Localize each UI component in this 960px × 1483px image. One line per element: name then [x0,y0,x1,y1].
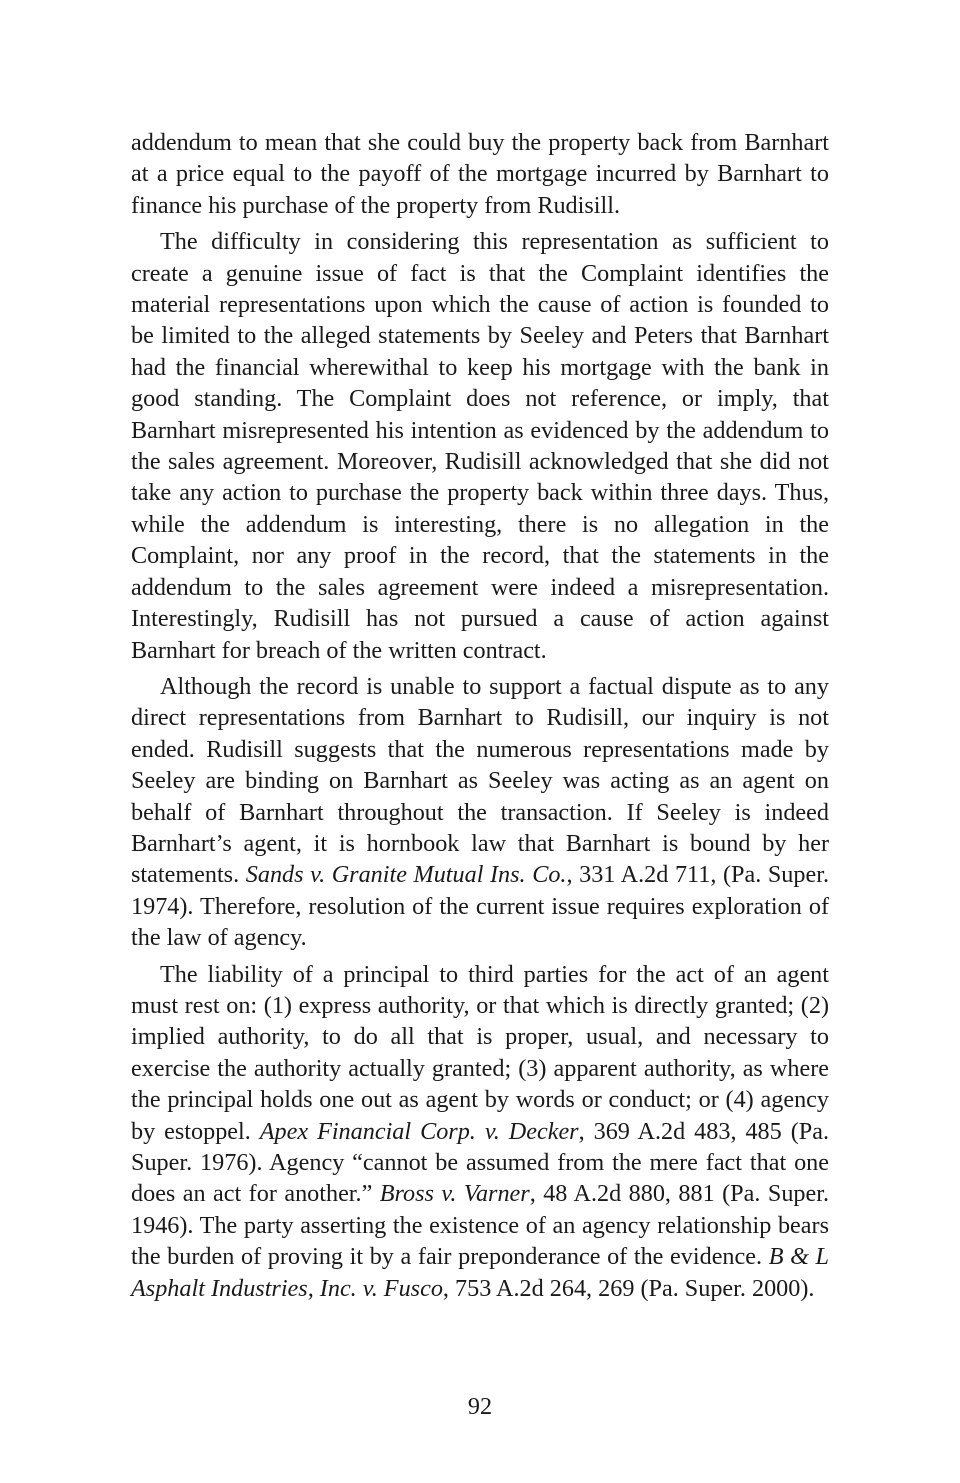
case-citation: B & L Asphalt Industries, Inc. v. Fusco [131,1243,829,1302]
paragraph-1 [131,127,829,221]
paragraph-text: , 331 A.2d 711, (Pa. Super. 1974). Therefore, resolution of the current issue requires exploration of the law of agency. [131,861,829,952]
paragraph-2 [131,226,829,666]
case-citation: Bross v. Varner [379,1180,530,1208]
paragraph-text: Although the record is unable to support a factual dispute as to any direct representations from Barnhart to Rudisill, our inquiry is not ended. Rudisill suggests that the numerous representations made by Seeley are binding on Barnhart as Seeley was acting as an agent on behalf of Barnhart throughout the transaction. If Seeley is indeed Barnhart’s agent, it is hornbook law that Barnhart is bound by her statements. [131,672,829,889]
paragraph-text: The liability of a principal to third parties for the act of an agent must rest on: (1) express authority, or that which is directly granted; (2) implied authority, to do all that is proper, usual, and necessary to exercise the authority actually granted; (3) apparent authority, as where the principal holds one out as agent by words or conduct; or (4) agency by estoppel. [131,960,829,1145]
paragraph-text: , 369 A.2d 483, 485 (Pa. Super. 1976). Agency “cannot be assumed from the mere fact that one does an act for another.” [131,1117,829,1208]
paragraph-text: addendum to mean that she could buy the property back from Barnhart at a price equal to the payoff of the mortgage incurred by Barnhart to finance his purchase of the property from Rudisill. [131,129,829,219]
paragraph-text: The difficulty in considering this representation as sufficient to create a genuine issue of fact is that the Complaint identifies the material representations upon which the cause of action is founded to be limited to the alleged statements by Seeley and Peters that Barnhart had the financial wherewithal to keep his mortgage with the bank in good standing. The Complaint does not reference, or imply, that Barnhart misrepresented his intention as evidenced by the addendum to the sales agreement. Moreover, Rudisill acknowledged that she did not take any action to purchase the property back within three days. Thus, while the addendum is interesting, there is no allegation in the Complaint, nor any proof in the record, that the statements in the addendum to the sales agreement were indeed a misrepresentation. Interestingly, Rudisill has not pursued a cause of action against Barnhart for breach of the written contract. [131,228,829,664]
paragraph-text: , 753 A.2d 264, 269 (Pa. Super. 2000). [442,1274,815,1302]
case-citation: Apex Financial Corp. v. Decker [259,1117,579,1145]
paragraph-3 [131,671,829,954]
page-number: 92 [467,1393,493,1420]
paragraph-text: , 48 A.2d 880, 881 (Pa. Super. 1946). The party asserting the existence of an agency relationship bears the burden of proving it by a fair preponderance of the evidence. [131,1180,830,1271]
case-citation: Sands v. Granite Mutual Ins. Co. [245,861,567,889]
document-body [131,127,829,1309]
paragraph-4 [131,959,829,1304]
